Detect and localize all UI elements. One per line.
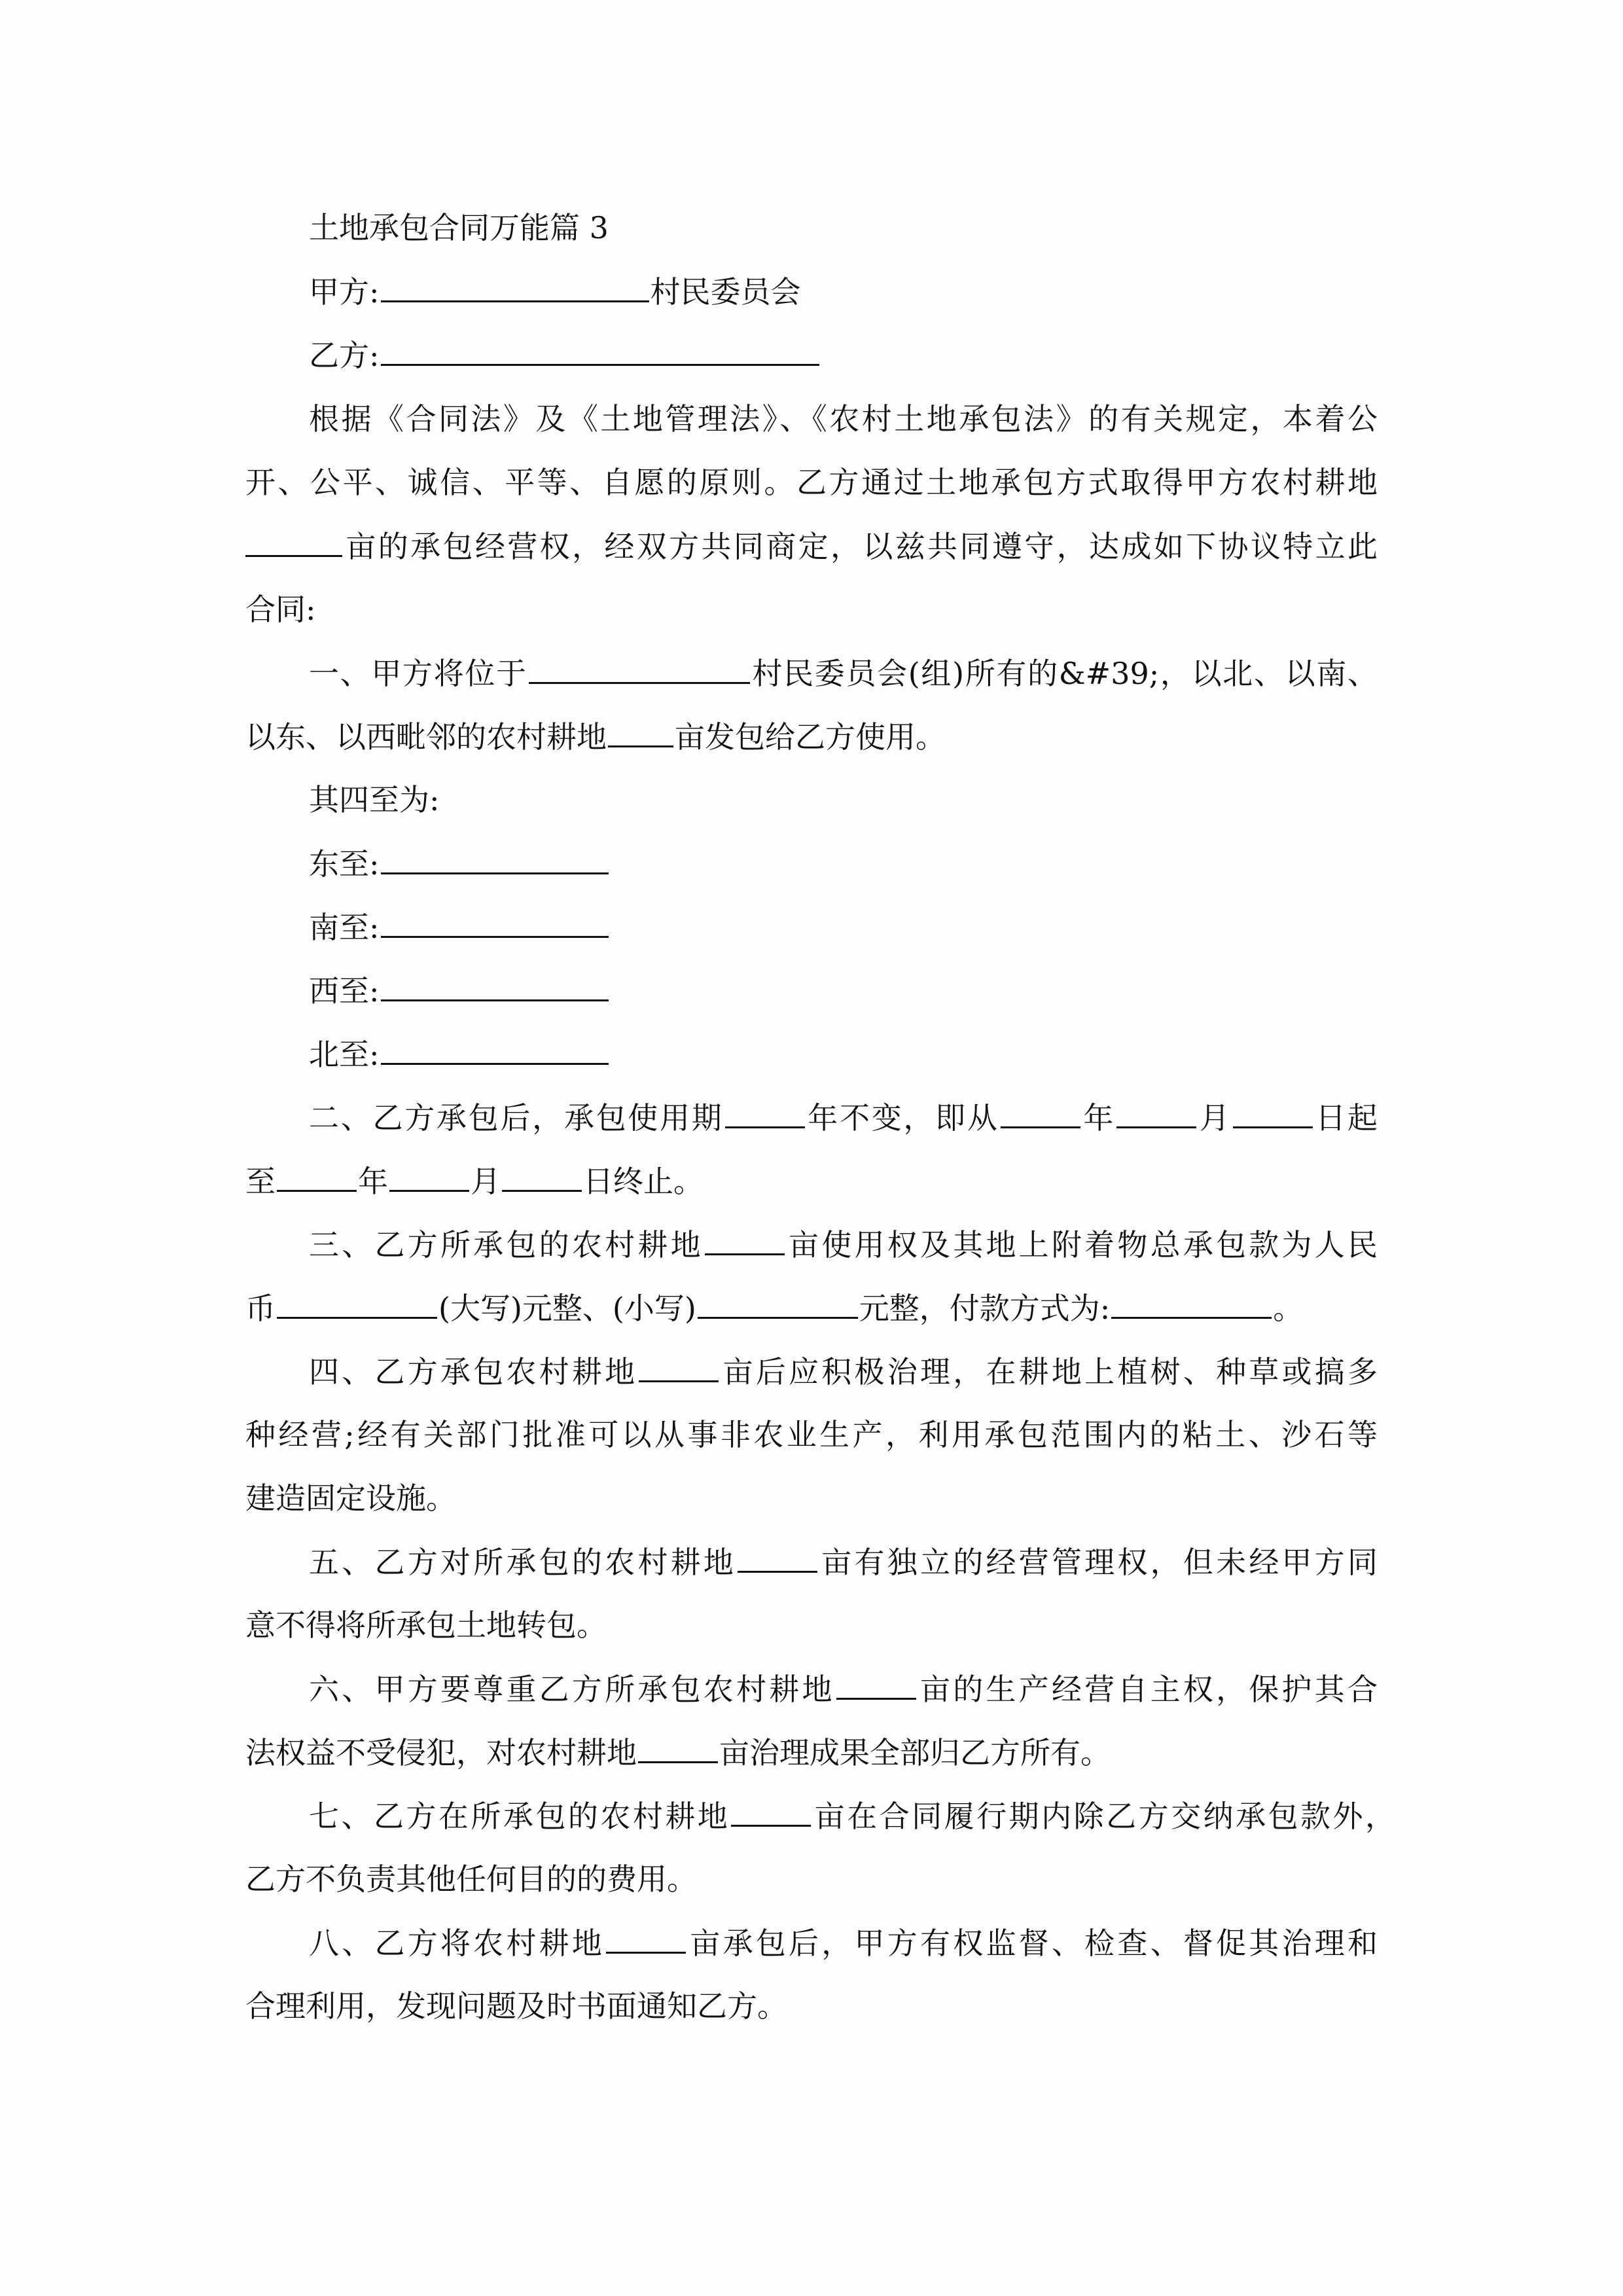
clause-text: 月 <box>1198 1100 1232 1136</box>
clause-text: 亩后应积极治理，在耕地上植树、种草或搞多 <box>720 1354 1378 1390</box>
clause-2-line-1 <box>309 1098 1378 1137</box>
document-title <box>309 208 609 247</box>
boundary-north <box>309 1034 610 1073</box>
clause-text: 合理利用，发现问题及时书面通知乙方。 <box>245 1988 787 2024</box>
clause-4-line-2 <box>245 1415 1378 1454</box>
end-year-blank[interactable] <box>277 1161 357 1192</box>
clause-text: 以东、以西毗邻的农村耕地 <box>245 719 607 755</box>
clause-2-line-2 <box>245 1161 704 1200</box>
preamble-text: 开、公平、诚信、平等、自愿的原则。乙方通过土地承包方式取得甲方农村耕地 <box>245 465 1378 500</box>
term-years-blank[interactable] <box>725 1098 805 1128</box>
party-b-label: 乙方: <box>309 338 380 373</box>
preamble-line-2 <box>245 463 1378 502</box>
preamble-text: 根据《合同法》及《土地管理法》、《农村土地承包法》的有关规定，本着公 <box>309 401 1378 437</box>
party-a-label: 甲方: <box>309 274 380 310</box>
clause-6-line-2 <box>245 1732 1111 1772</box>
clause-text: 年 <box>1081 1100 1116 1136</box>
clause-text: 亩在合同履行期内除乙方交纳承包款外， <box>812 1799 1396 1834</box>
boundary-south-blank[interactable] <box>381 907 609 938</box>
end-day-blank[interactable] <box>502 1161 582 1192</box>
start-day-blank[interactable] <box>1233 1098 1313 1128</box>
party-a-blank[interactable] <box>381 272 649 302</box>
payment-method-blank[interactable] <box>1111 1288 1272 1319</box>
clause-7-line-1 <box>309 1796 1395 1835</box>
clause-text: 七、乙方在所承包的农村耕地 <box>309 1799 730 1834</box>
clause-text: 建造固定设施。 <box>245 1480 456 1516</box>
clause-text: 亩治理成果全部归乙方所有。 <box>719 1735 1111 1770</box>
clause-1-line-2 <box>245 717 946 756</box>
start-year-blank[interactable] <box>1001 1098 1080 1128</box>
clause-3-line-2 <box>245 1288 1303 1327</box>
clause-text: 至 <box>245 1164 276 1199</box>
preamble-line-4 <box>245 590 316 629</box>
clause-text: 亩承包后，甲方有权监督、检查、督促其治理和 <box>687 1926 1378 1961</box>
area-blank[interactable] <box>705 1225 785 1255</box>
clause-text: 六、甲方要尊重乙方所承包农村耕地 <box>309 1672 835 1707</box>
clause-text: 意不得将所承包土地转包。 <box>245 1607 607 1643</box>
clause-text: 元整，付款方式为: <box>859 1291 1111 1326</box>
amount-figures-blank[interactable] <box>698 1288 858 1319</box>
boundary-south-label: 南至: <box>309 910 380 945</box>
clause-5-line-1 <box>309 1542 1378 1581</box>
clause-1-line-1 <box>309 653 1378 692</box>
clause-text: 种经营;经有关部门批准可以从事非农业生产，利用承包范围内的粘土、沙石等 <box>245 1417 1378 1452</box>
clause-text: 二、乙方承包后，承包使用期 <box>309 1100 724 1136</box>
clause-text: 月 <box>471 1164 501 1199</box>
clause-text: 三、乙方所承包的农村耕地 <box>309 1227 704 1263</box>
clause-8-line-2 <box>245 1986 787 2026</box>
clause-text: 亩发包给乙方使用。 <box>675 719 946 755</box>
boundary-east <box>309 844 610 883</box>
clause-text: 八、乙方将农村耕地 <box>309 1926 605 1961</box>
clause-4-line-3 <box>245 1479 456 1518</box>
clause-text: 日起 <box>1313 1100 1378 1136</box>
area-blank[interactable] <box>608 717 673 747</box>
boundary-east-blank[interactable] <box>381 844 609 874</box>
clause-text: 亩使用权及其地上附着物总承包款为人民 <box>785 1227 1378 1263</box>
boundary-south <box>309 907 610 946</box>
clause-text: 币 <box>245 1291 276 1326</box>
clause-6-line-1 <box>309 1669 1378 1708</box>
preamble-line-3 <box>245 526 1378 565</box>
clause-5-line-2 <box>245 1605 607 1645</box>
boundary-north-blank[interactable] <box>381 1034 609 1065</box>
party-a-suffix: 村民委员会 <box>650 274 801 310</box>
clause-text: 五、乙方对所承包的农村耕地 <box>309 1545 737 1580</box>
clause-text: 日终止。 <box>583 1164 704 1199</box>
clause-text: 亩的生产经营自主权，保护其合 <box>917 1672 1378 1707</box>
clause-text: 亩有独立的经营管理权，但未经甲方同 <box>819 1545 1378 1580</box>
party-b-blank[interactable] <box>381 335 819 366</box>
boundary-west-label: 西至: <box>309 973 380 1009</box>
preamble-text: 合同: <box>245 592 316 627</box>
party-a-line <box>309 272 801 311</box>
party-b-line <box>309 335 821 374</box>
start-month-blank[interactable] <box>1116 1098 1196 1128</box>
amount-words-blank[interactable] <box>277 1288 437 1319</box>
clause-text: 年 <box>358 1164 388 1199</box>
clause-text: 年不变，即从 <box>806 1100 999 1136</box>
clause-text: 一、甲方将位于 <box>309 656 527 691</box>
clause-text: 。 <box>1273 1291 1304 1326</box>
area-blank[interactable] <box>245 526 342 557</box>
area-blank[interactable] <box>606 1923 686 1954</box>
clause-7-line-2 <box>245 1859 697 1899</box>
title-text: 土地承包合同万能篇 3 <box>309 210 609 245</box>
preamble-line-1 <box>309 399 1378 439</box>
end-month-blank[interactable] <box>389 1161 469 1192</box>
area-blank[interactable] <box>738 1542 817 1573</box>
boundaries-heading <box>309 780 440 819</box>
boundary-east-label: 东至: <box>309 846 380 882</box>
clause-4-line-1 <box>309 1352 1378 1391</box>
clause-text: 乙方不负责其他任何目的的费用。 <box>245 1861 697 1897</box>
area-blank[interactable] <box>731 1796 811 1827</box>
clause-text: 村民委员会(组)所有的&#39;，以北、以南、 <box>751 656 1378 691</box>
area-blank[interactable] <box>836 1669 916 1700</box>
clause-text: 法权益不受侵犯，对农村耕地 <box>245 1735 637 1770</box>
clause-text: 四、乙方承包农村耕地 <box>309 1354 638 1390</box>
boundary-west-blank[interactable] <box>381 971 609 1001</box>
clause-8-line-1 <box>309 1923 1378 1962</box>
clause-3-line-1 <box>309 1225 1378 1264</box>
boundary-north-label: 北至: <box>309 1037 380 1072</box>
boundaries-heading-text: 其四至为: <box>309 782 440 817</box>
village-blank[interactable] <box>529 653 750 684</box>
clause-text: (大写)元整、(小写) <box>438 1291 696 1326</box>
boundary-west <box>309 971 610 1010</box>
preamble-text: 亩的承包经营权，经双方共同商定，以兹共同遵守，达成如下协议特立此 <box>344 529 1378 564</box>
area-blank[interactable] <box>638 1732 718 1763</box>
area-blank[interactable] <box>639 1352 719 1382</box>
